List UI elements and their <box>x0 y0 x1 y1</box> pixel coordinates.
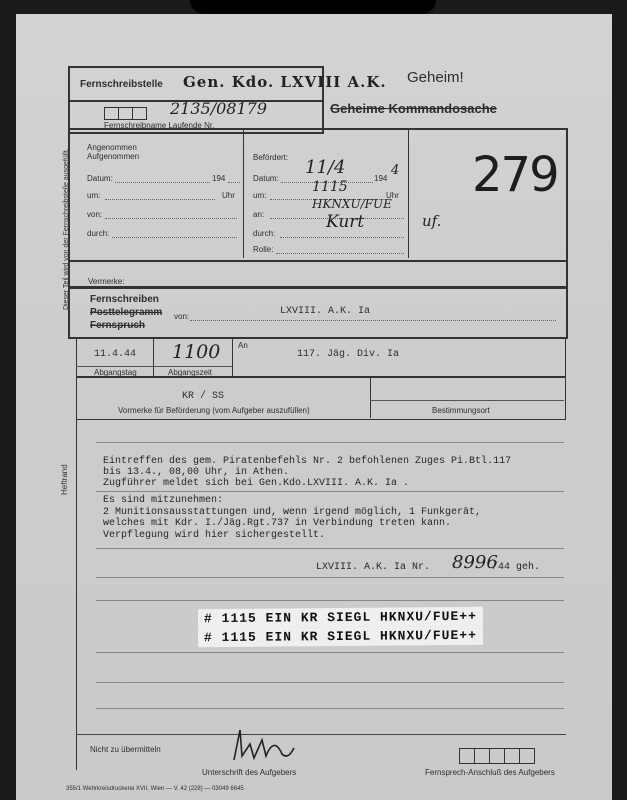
body-line-6: welches mit Kdr. I./Jäg.Rgt.737 in Verbindung treten kann. <box>103 518 452 529</box>
from-label: von: <box>174 312 190 321</box>
dispatch-time-value: 1100 <box>172 341 221 363</box>
sent-time-unit: Uhr <box>386 191 399 200</box>
destination-label: Bestimmungsort <box>432 406 490 415</box>
heftrand-label: Heftrand <box>60 464 69 495</box>
received-from-label: von: <box>87 210 103 219</box>
routing-label: Vormerke für Beförderung (vom Aufgeber auszufüllen) <box>118 406 310 415</box>
dispatch-date-label: Abgangstag <box>94 368 137 377</box>
sent-time-value: 1115 <box>312 179 348 195</box>
received-time-label: um: <box>87 191 101 200</box>
office-label: Fernschreibstelle <box>80 79 163 90</box>
received-year: 194 <box>212 174 226 183</box>
phone-box-4 <box>504 748 520 764</box>
body-line-3: Zugführer meldet sich bei Gen.Kdo.LXVIII. A.K. Ia . <box>103 478 410 489</box>
doc-number: 279 <box>472 147 558 203</box>
paper-clip <box>190 0 436 14</box>
sent-date-label: Datum: <box>253 174 279 183</box>
signature <box>228 726 298 771</box>
serial-label: Fernschreibname Laufende Nr. <box>104 121 215 130</box>
sent-by-label: durch: <box>253 229 276 238</box>
body-line-7: Verpflegung wird hier sichergestellt. <box>103 530 326 541</box>
body-line-4: Es sind mitzunehmen: <box>103 495 224 506</box>
sent-heading: Befördert: <box>253 153 289 162</box>
serial-box-2 <box>118 107 133 120</box>
type-fernschreiben: Fernschreiben <box>90 294 159 305</box>
serial-box-3 <box>132 107 147 120</box>
serial-value: 2135/08179 <box>170 99 268 118</box>
routing-value: KR / SS <box>182 391 225 402</box>
sent-role-label: Rolle: <box>253 245 274 254</box>
phone-label: Fernsprech-Anschluß des Aufgebers <box>425 768 555 777</box>
classification-sub: Geheime Kommandosache <box>330 101 497 116</box>
sent-year-value: 4 <box>391 163 400 178</box>
phone-box-1 <box>459 748 475 764</box>
signature-scribble <box>228 726 298 766</box>
dispatch-to-label: An <box>238 341 248 350</box>
dispatch-time-label: Abgangszeit <box>168 368 213 377</box>
printer-imprint: 355/1 Wehrkreisdruckerei XVII, Wien — V. 42 (228) — 03049 6645 <box>66 786 244 792</box>
not-transmit-label: Nicht zu übermitteln <box>90 745 161 754</box>
remarks-row <box>68 260 568 288</box>
sent-year: 194 <box>374 174 388 183</box>
reference-number: 8996 <box>452 552 498 573</box>
sent-to-label: an: <box>253 210 265 219</box>
side-annotation: uf. <box>422 212 442 230</box>
body-line-1: Eintreffen des gem. Piratenbefehls Nr. 2 befohlenen Zuges Pi.Btl.117 <box>103 456 512 467</box>
signature-label: Unterschrift des Aufgebers <box>202 768 297 777</box>
phone-box-3 <box>489 748 505 764</box>
sent-to-value: HKNXU/FUE <box>312 197 392 211</box>
sent-date-value: 11/4 <box>305 157 346 178</box>
sent-time-label: um: <box>253 191 267 200</box>
dispatch-date-value: 11.4.44 <box>94 349 137 360</box>
left-vertical-note: Dieser Teil wird von der Fernschreibstelle ausgefüllt. <box>63 148 70 310</box>
type-fernspruch: Fernspruch <box>90 320 146 331</box>
type-posttelegramm: Posttelegramm <box>90 307 163 318</box>
tape-strip-1: # 1115 EIN KR SIEGL HKNXU/FUE++ <box>198 607 483 628</box>
phone-box-5 <box>519 748 535 764</box>
reference-suffix: /44 geh. <box>492 562 541 573</box>
received-time-unit: Uhr <box>222 191 235 200</box>
received-heading1: Angenommen <box>87 143 137 152</box>
received-by-label: durch: <box>87 229 110 238</box>
classification: Geheim! <box>407 69 464 86</box>
office-value: Gen. Kdo. LXVIII A.K. <box>183 73 387 91</box>
body-left-border <box>76 418 77 770</box>
tape-strip-2: # 1115 EIN KR SIEGL HKNXU/FUE++ <box>198 626 483 647</box>
received-date-label: Datum: <box>87 174 113 183</box>
body-line-2: bis 13.4., 08,00 Uhr, in Athen. <box>103 467 290 478</box>
phone-box-2 <box>474 748 490 764</box>
remarks-label: Vermerke: <box>88 277 125 286</box>
received-heading2: Aufgenommen <box>87 152 140 161</box>
dispatch-to-value: 117. Jäg. Div. Ia <box>297 349 400 360</box>
sent-by-value: Kurt <box>326 212 365 232</box>
reference-label: LXVIII. A.K. Ia Nr. <box>316 562 431 573</box>
serial-box-1 <box>104 107 119 120</box>
from-value: LXVIII. A.K. Ia <box>280 306 371 317</box>
body-line-5: 2 Munitionsausstattungen und, wenn irgend möglich, 1 Funkgerät, <box>103 507 482 518</box>
